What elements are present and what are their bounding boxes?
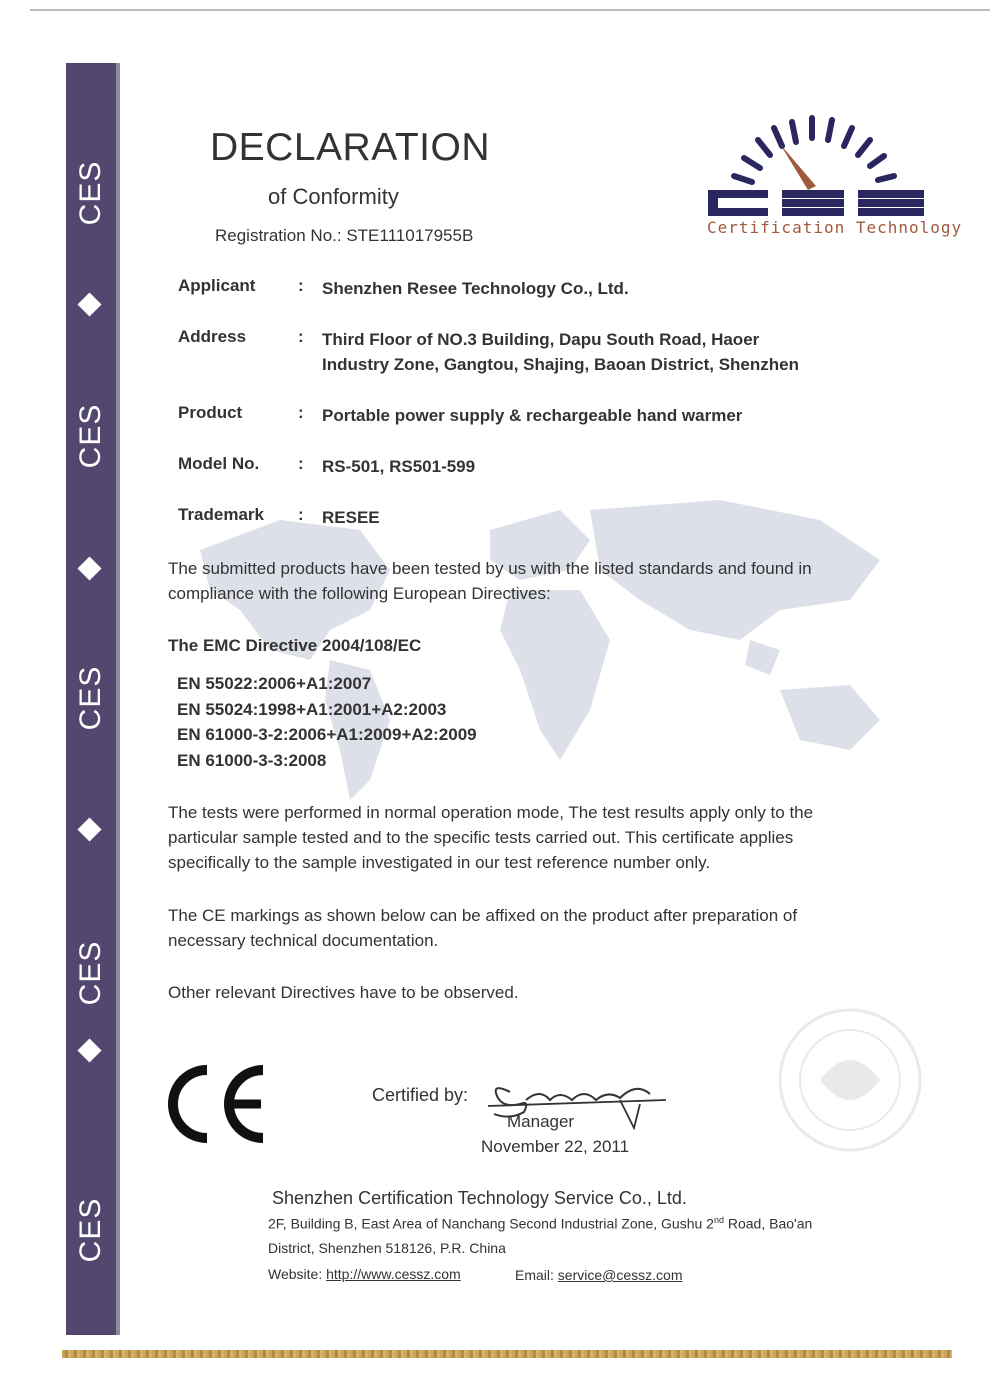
standards-list [177, 671, 477, 773]
email-label: Email: [515, 1267, 558, 1283]
other-directives: Other relevant Directives have to be observed. [168, 983, 519, 1002]
website-label: Website: [268, 1266, 327, 1282]
ce-paragraph [168, 903, 797, 953]
diamond-icon [77, 556, 101, 580]
side-ces-label: CES [74, 160, 107, 226]
email-link[interactable]: service@cessz.com [557, 1267, 683, 1283]
side-ces-label: CES [74, 403, 107, 469]
model-value: RS-501, RS501-599 [322, 457, 476, 476]
field-colon: : [298, 454, 304, 473]
diamond-icon [77, 1038, 101, 1062]
address-line-2: Industry Zone, Gangtou, Shajing, Baoan District, Shenzhen [322, 355, 799, 374]
issuer-address-line-1: 2F, Building B, East Area of Nanchang Second Industrial Zone, Gushu 2nd Road, Bao'an [268, 1215, 813, 1232]
side-ces-label: CES [74, 665, 107, 731]
certification-date: November 22, 2011 [481, 1137, 630, 1156]
document-title: DECLARATION [210, 126, 490, 169]
website-line [268, 1266, 461, 1282]
field-colon: : [298, 403, 304, 422]
field-label: Model No. [178, 454, 260, 473]
seal-watermark [760, 1000, 940, 1160]
website-link[interactable]: http://www.cessz.com [326, 1266, 461, 1282]
standard-item: EN 61000-3-2:2006+A1:2009+A2:2009 [177, 725, 477, 744]
standard-item: EN 55024:1998+A1:2001+A2:2003 [177, 699, 447, 719]
applicant-value: Shenzhen Resee Technology Co., Ltd. [322, 279, 629, 298]
side-ces-label: CES [74, 940, 107, 1006]
trademark-value: RESEE [322, 508, 380, 527]
logo-tagline: Certification Technology [707, 218, 963, 237]
tests-line: specifically to the sample investigated in our test reference number only. [168, 853, 711, 872]
intro-line: The submitted products have been tested by us with the listed standards and found in [168, 559, 812, 578]
address-line-1: Third Floor of NO.3 Building, Dapu South Road, Haoer [322, 330, 760, 349]
field-label: Product [178, 403, 243, 422]
field-colon: : [298, 327, 304, 346]
top-rule [30, 9, 990, 11]
field-colon: : [298, 505, 304, 524]
product-value: Portable power supply & rechargeable hand warmer [322, 406, 743, 425]
intro-line: compliance with the following European Directives: [168, 584, 551, 603]
certified-by-label: Certified by: [372, 1085, 469, 1105]
field-label: Address [178, 327, 247, 346]
intro-paragraph [168, 556, 812, 606]
bottom-rule [62, 1350, 952, 1358]
signer-role: Manager [507, 1112, 575, 1131]
side-band [66, 63, 120, 1335]
document-subtitle: of Conformity [268, 184, 399, 209]
email-line [515, 1267, 682, 1283]
tests-line: particular sample tested and to the specific tests carried out. This certificate applies [168, 828, 794, 847]
field-colon: : [298, 276, 304, 295]
diamond-icon [77, 292, 101, 316]
registration-number: Registration No.: STE111017955B [215, 226, 474, 245]
diamond-icon [77, 817, 101, 841]
tests-line: The tests were performed in normal operation mode, The test results apply only to the [168, 803, 814, 822]
field-label: Applicant [178, 276, 256, 295]
field-label: Trademark [178, 505, 264, 524]
ce-line: The CE markings as shown below can be affixed on the product after preparation of [168, 906, 798, 925]
ce-mark-icon [163, 1064, 271, 1144]
issuer-company: Shenzhen Certification Technology Service Co., Ltd. [272, 1188, 687, 1208]
standard-item: EN 55022:2006+A1:2007 [177, 674, 372, 693]
issuer-address-line-2: District, Shenzhen 518126, P.R. China [268, 1240, 506, 1256]
standard-item: EN 61000-3-3:2008 [177, 750, 327, 770]
side-ces-label: CES [74, 1197, 107, 1263]
ce-line: necessary technical documentation. [168, 931, 439, 950]
tests-paragraph [168, 800, 813, 875]
directive-heading: The EMC Directive 2004/108/EC [168, 636, 422, 655]
